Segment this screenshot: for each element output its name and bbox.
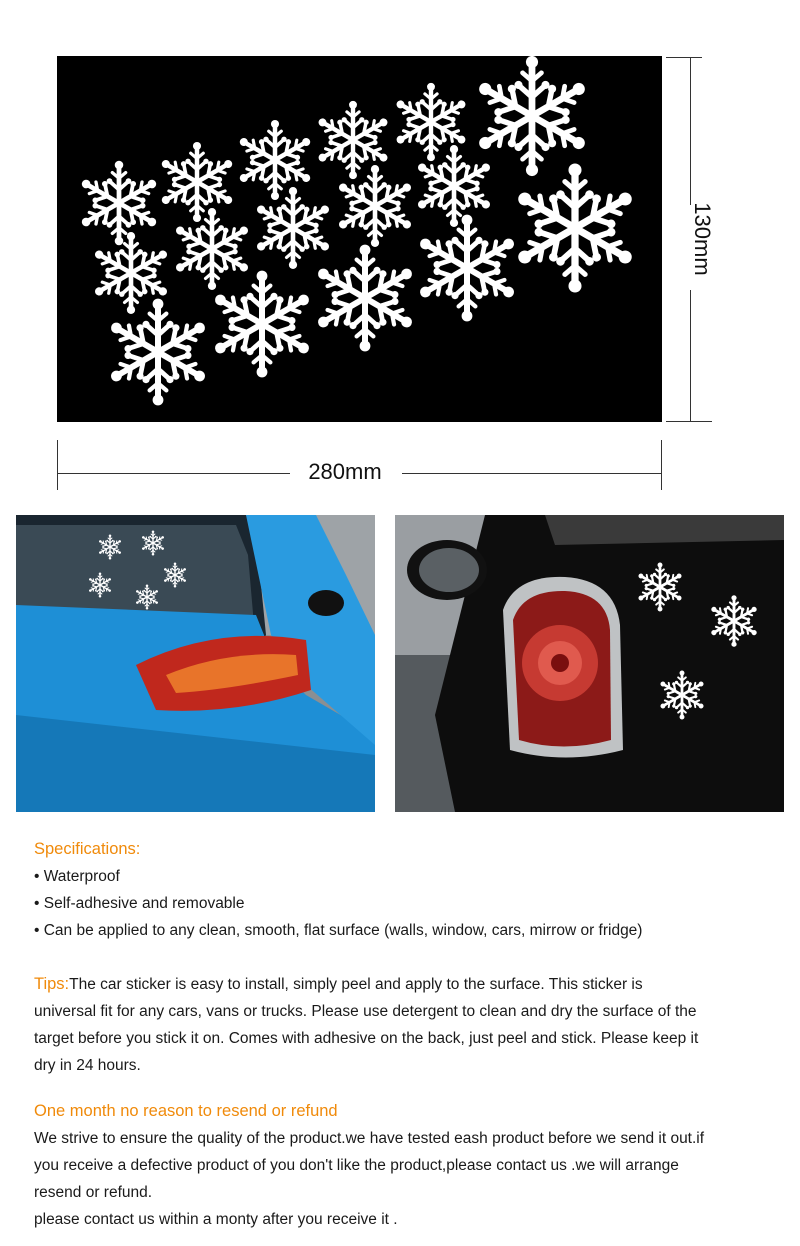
width-dim-tick-right bbox=[661, 440, 662, 490]
snowflake-icon bbox=[76, 161, 162, 246]
spec-item: • Self-adhesive and removable bbox=[34, 890, 734, 917]
spec-item: • Waterproof bbox=[34, 863, 734, 890]
snowflake-icon bbox=[334, 165, 417, 247]
black-car-photo bbox=[395, 515, 784, 812]
width-dimension-label: 280mm bbox=[308, 459, 382, 484]
snowflake-icon bbox=[471, 56, 593, 176]
snowflake-icon bbox=[156, 142, 237, 222]
spec-item: • Can be applied to any clean, smooth, flat surface (walls, window, cars, mirrow or fridge) bbox=[34, 917, 734, 944]
snowflake-icon bbox=[234, 120, 315, 200]
width-dim-line-left bbox=[58, 473, 290, 474]
snowflake-sticker-graphic bbox=[57, 56, 662, 422]
blue-car-photo bbox=[16, 515, 375, 812]
height-dim-tick-bottom bbox=[666, 421, 712, 422]
guarantee-heading: One month no reason to resend or refund bbox=[34, 1102, 338, 1120]
height-dim-tick-top bbox=[666, 57, 702, 58]
guarantee-contact: please contact us within a monty after you receive it . bbox=[34, 1211, 398, 1228]
height-dimension-label: 130mm bbox=[690, 202, 715, 276]
snowflake-icon bbox=[208, 271, 316, 378]
sticker-sheet-panel bbox=[57, 56, 662, 422]
snowflake-icon bbox=[413, 215, 521, 322]
width-dim-line-right bbox=[402, 473, 661, 474]
width-dim-tick-left bbox=[57, 440, 58, 490]
height-dim-line-lower bbox=[690, 290, 691, 421]
guarantee-section bbox=[34, 1098, 714, 1233]
specifications-list bbox=[34, 863, 734, 944]
specifications-section bbox=[34, 836, 734, 944]
snowflake-icon bbox=[413, 145, 496, 227]
snowflake-icon bbox=[311, 245, 419, 352]
height-dim-line-upper bbox=[690, 57, 691, 205]
tips-label: Tips: bbox=[34, 975, 70, 993]
snowflake-icon bbox=[510, 163, 641, 292]
tips-section bbox=[34, 971, 704, 1079]
tips-text: The car sticker is easy to install, simply peel and apply to the surface. This sticker is universal fit for any cars, vans or trucks. Please use detergent to clean and dry the surface of the target before you stick it on. Comes with adhesive on the back, just peel and stick. Please keep it dry in 24 hours. bbox=[34, 976, 699, 1074]
snowflake-icon bbox=[313, 101, 392, 179]
snowflake-icon bbox=[104, 299, 212, 406]
snowflake-icon bbox=[252, 187, 335, 269]
snowflake-icon bbox=[391, 83, 470, 161]
guarantee-body: We strive to ensure the quality of the product.we have tested eash product before we send it out.if you receive a defective product of you don't like the product,please contact us .we will arrange resend or refund. bbox=[34, 1130, 705, 1201]
specifications-heading: Specifications: bbox=[34, 840, 141, 858]
snowflake-icon bbox=[171, 208, 254, 290]
